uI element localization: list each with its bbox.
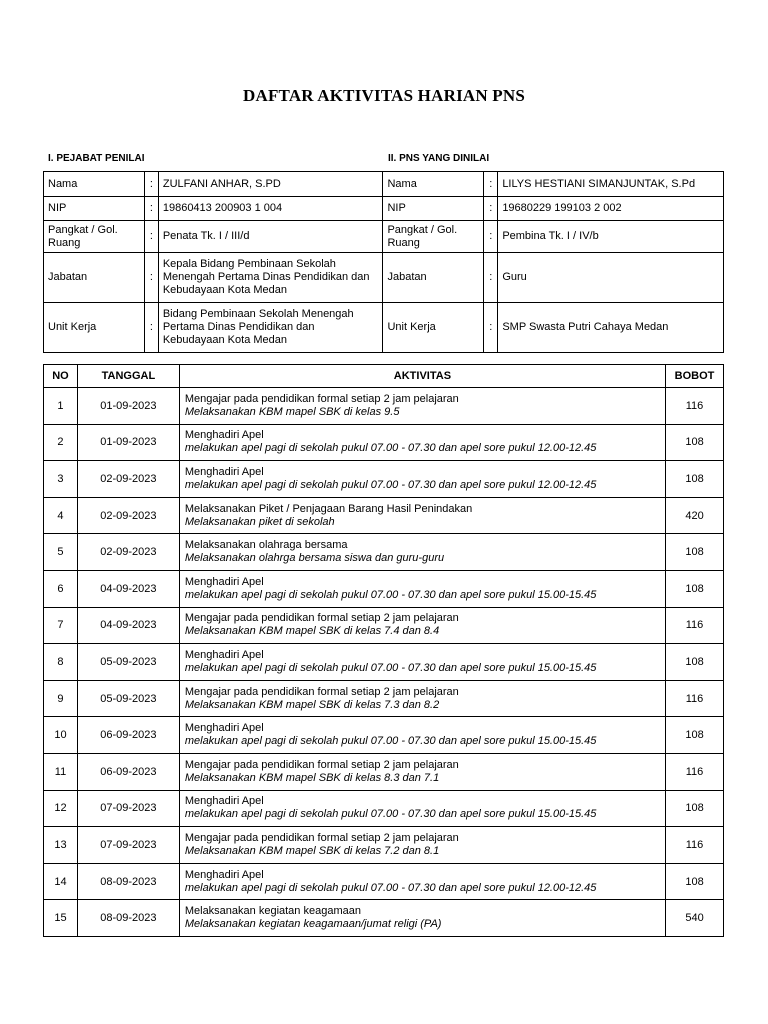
activity-title: Menghadiri Apel: [184, 795, 264, 808]
activity-no: 11: [44, 753, 78, 790]
activity-title: Mengajar pada pendidikan formal setiap 2 jam pelajaran: [184, 392, 459, 405]
info-label: Jabatan: [44, 253, 145, 303]
colon-separator: :: [484, 197, 498, 221]
activity-row: [44, 388, 724, 425]
colon-separator: :: [484, 253, 498, 303]
activity-date: 05-09-2023: [77, 644, 179, 681]
activity-bobot: 116: [666, 607, 724, 644]
activity-no: 3: [44, 461, 78, 498]
header-aktivitas: AKTIVITAS: [179, 365, 665, 388]
activity-no: 10: [44, 717, 78, 754]
activity-table: [43, 364, 724, 937]
activity-detail: Melaksanakan KBM mapel SBK di kelas 7.4 dan 8.4: [184, 625, 440, 638]
info-value: Pembina Tk. I / IV/b: [498, 221, 724, 253]
info-value: 19680229 199103 2 002: [498, 197, 724, 221]
colon-separator: :: [484, 221, 498, 253]
activity-date: 02-09-2023: [77, 461, 179, 498]
activity-bobot: 108: [666, 644, 724, 681]
activity-description: [179, 461, 665, 498]
activity-row: [44, 461, 724, 498]
header-no: NO: [44, 365, 78, 388]
activity-no: 7: [44, 607, 78, 644]
activity-description: [179, 790, 665, 827]
activity-description: [179, 388, 665, 425]
activity-bobot: 540: [666, 900, 724, 937]
activity-title: Melaksanakan Piket / Penjagaan Barang Hasil Penindakan: [184, 502, 473, 515]
activity-no: 1: [44, 388, 78, 425]
activity-date: 07-09-2023: [77, 827, 179, 864]
colon-separator: :: [484, 172, 498, 197]
activity-title: Menghadiri Apel: [184, 465, 264, 478]
info-value: SMP Swasta Putri Cahaya Medan: [498, 303, 724, 353]
colon-separator: :: [144, 303, 158, 353]
info-label: NIP: [383, 197, 484, 221]
activity-no: 13: [44, 827, 78, 864]
info-value: ZULFANI ANHAR, S.PD: [158, 172, 383, 197]
activity-description: [179, 717, 665, 754]
activity-bobot: 108: [666, 534, 724, 571]
activity-detail: melakukan apel pagi di sekolah pukul 07.00 - 07.30 dan apel sore pukul 15.00-15.45: [184, 661, 597, 674]
activity-description: [179, 863, 665, 900]
activity-date: 04-09-2023: [77, 607, 179, 644]
activity-no: 6: [44, 570, 78, 607]
colon-separator: :: [144, 197, 158, 221]
info-row: [44, 221, 724, 253]
activity-title: Mengajar pada pendidikan formal setiap 2 jam pelajaran: [184, 612, 459, 625]
colon-separator: :: [144, 172, 158, 197]
activity-detail: Melaksanakan KBM mapel SBK di kelas 7.3 dan 8.2: [184, 698, 440, 711]
activity-no: 15: [44, 900, 78, 937]
activity-row: [44, 497, 724, 534]
header-bobot: BOBOT: [666, 365, 724, 388]
activity-detail: Melaksanakan KBM mapel SBK di kelas 7.2 dan 8.1: [184, 844, 440, 857]
header-tanggal: TANGGAL: [77, 365, 179, 388]
activity-bobot: 108: [666, 790, 724, 827]
activity-no: 8: [44, 644, 78, 681]
activity-title: Menghadiri Apel: [184, 575, 264, 588]
info-row: [44, 172, 724, 197]
info-label: Nama: [383, 172, 484, 197]
activity-title: Melaksanakan olahraga bersama: [184, 539, 348, 552]
activity-title: Menghadiri Apel: [184, 868, 264, 881]
activity-no: 9: [44, 680, 78, 717]
activity-date: 07-09-2023: [77, 790, 179, 827]
activity-row: [44, 900, 724, 937]
activity-bobot: 116: [666, 827, 724, 864]
info-label: Pangkat / Gol. Ruang: [383, 221, 484, 253]
activity-row: [44, 607, 724, 644]
info-label: Unit Kerja: [383, 303, 484, 353]
activity-description: [179, 680, 665, 717]
document-title: DAFTAR AKTIVITAS HARIAN PNS: [243, 86, 525, 105]
activity-bobot: 116: [666, 753, 724, 790]
activity-detail: melakukan apel pagi di sekolah pukul 07.00 - 07.30 dan apel sore pukul 15.00-15.45: [184, 808, 597, 821]
activity-detail: melakukan apel pagi di sekolah pukul 07.00 - 07.30 dan apel sore pukul 15.00-15.45: [184, 588, 597, 601]
activity-header-row: [44, 365, 724, 388]
activity-description: [179, 570, 665, 607]
info-value: Kepala Bidang Pembinaan Sekolah Menengah Pertama Dinas Pendidikan dan Kebudayaan Kota Medan: [158, 253, 383, 303]
activity-description: [179, 424, 665, 461]
activity-no: 12: [44, 790, 78, 827]
info-value: Bidang Pembinaan Sekolah Menengah Pertama Dinas Pendidikan dan Kebudayaan Kota Medan: [158, 303, 383, 353]
activity-title: Menghadiri Apel: [184, 722, 264, 735]
activity-row: [44, 680, 724, 717]
activity-detail: Melaksanakan piket di sekolah: [184, 515, 335, 528]
section-pejabat-penilai-label: I. PEJABAT PENILAI: [48, 153, 145, 164]
activity-title: Mengajar pada pendidikan formal setiap 2 jam pelajaran: [184, 685, 459, 698]
activity-date: 05-09-2023: [77, 680, 179, 717]
info-value: LILYS HESTIANI SIMANJUNTAK, S.Pd: [498, 172, 724, 197]
activity-row: [44, 644, 724, 681]
info-label: NIP: [44, 197, 145, 221]
activity-no: 2: [44, 424, 78, 461]
activity-description: [179, 753, 665, 790]
activity-description: [179, 607, 665, 644]
colon-separator: :: [484, 303, 498, 353]
info-row: [44, 197, 724, 221]
activity-date: 06-09-2023: [77, 717, 179, 754]
activity-no: 5: [44, 534, 78, 571]
activity-date: 06-09-2023: [77, 753, 179, 790]
colon-separator: :: [144, 253, 158, 303]
activity-row: [44, 717, 724, 754]
activity-row: [44, 827, 724, 864]
activity-description: [179, 497, 665, 534]
info-value: Penata Tk. I / III/d: [158, 221, 383, 253]
activity-bobot: 420: [666, 497, 724, 534]
activity-title: Mengajar pada pendidikan formal setiap 2 jam pelajaran: [184, 758, 459, 771]
activity-title: Menghadiri Apel: [184, 648, 264, 661]
activity-bobot: 116: [666, 680, 724, 717]
activity-row: [44, 534, 724, 571]
activity-description: [179, 827, 665, 864]
info-label: Jabatan: [383, 253, 484, 303]
info-value: 19860413 200903 1 004: [158, 197, 383, 221]
activity-description: [179, 900, 665, 937]
activity-row: [44, 790, 724, 827]
activity-bobot: 108: [666, 863, 724, 900]
activity-title: Mengajar pada pendidikan formal setiap 2 jam pelajaran: [184, 831, 459, 844]
info-label: Unit Kerja: [44, 303, 145, 353]
activity-row: [44, 863, 724, 900]
activity-description: [179, 644, 665, 681]
activity-detail: Melaksanakan KBM mapel SBK di kelas 8.3 dan 7.1: [184, 771, 440, 784]
activity-row: [44, 753, 724, 790]
activity-bobot: 116: [666, 388, 724, 425]
activity-description: [179, 534, 665, 571]
activity-no: 4: [44, 497, 78, 534]
info-label: Nama: [44, 172, 145, 197]
activity-detail: Melaksanakan olahrga bersama siswa dan guru-guru: [184, 552, 445, 565]
colon-separator: :: [144, 221, 158, 253]
activity-row: [44, 424, 724, 461]
activity-date: 02-09-2023: [77, 534, 179, 571]
activity-bobot: 108: [666, 717, 724, 754]
activity-date: 08-09-2023: [77, 900, 179, 937]
activity-detail: melakukan apel pagi di sekolah pukul 07.00 - 07.30 dan apel sore pukul 12.00-12.45: [184, 478, 597, 491]
activity-bobot: 108: [666, 461, 724, 498]
activity-no: 14: [44, 863, 78, 900]
activity-date: 02-09-2023: [77, 497, 179, 534]
info-row: [44, 253, 724, 303]
activity-title: Menghadiri Apel: [184, 429, 264, 442]
activity-detail: melakukan apel pagi di sekolah pukul 07.00 - 07.30 dan apel sore pukul 15.00-15.45: [184, 735, 597, 748]
activity-detail: Melaksanakan KBM mapel SBK di kelas 9.5: [184, 405, 400, 418]
info-label: Pangkat / Gol. Ruang: [44, 221, 145, 253]
activity-date: 04-09-2023: [77, 570, 179, 607]
activity-detail: melakukan apel pagi di sekolah pukul 07.00 - 07.30 dan apel sore pukul 12.00-12.45: [184, 442, 597, 455]
info-value: Guru: [498, 253, 724, 303]
info-row: [44, 303, 724, 353]
activity-title: Melaksanakan kegiatan keagamaan: [184, 905, 361, 918]
activity-bobot: 108: [666, 570, 724, 607]
activity-bobot: 108: [666, 424, 724, 461]
info-table: [43, 171, 724, 353]
activity-detail: melakukan apel pagi di sekolah pukul 07.00 - 07.30 dan apel sore pukul 12.00-12.45: [184, 881, 597, 894]
activity-date: 01-09-2023: [77, 388, 179, 425]
activity-date: 01-09-2023: [77, 424, 179, 461]
activity-date: 08-09-2023: [77, 863, 179, 900]
section-pns-dinilai-label: II. PNS YANG DINILAI: [388, 153, 490, 164]
activity-detail: Melaksanakan kegiatan keagamaan/jumat religi (PA): [184, 918, 442, 931]
activity-row: [44, 570, 724, 607]
